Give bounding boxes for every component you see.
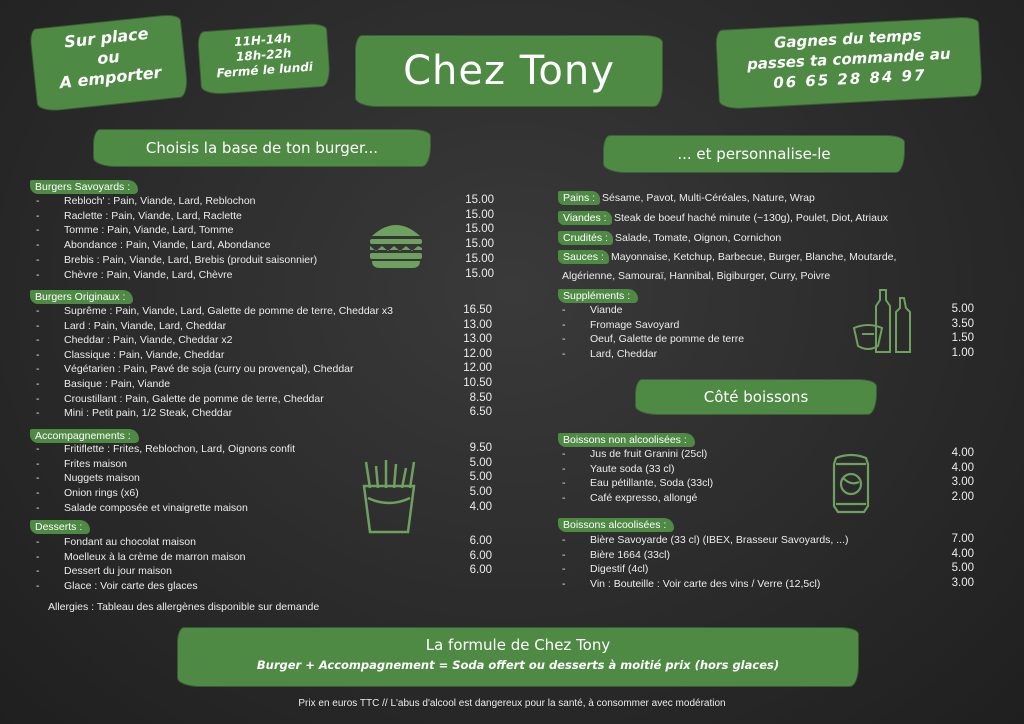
menu-item-price: 10.50 — [463, 377, 492, 389]
menu-item — [36, 195, 256, 207]
menu-item-name: Bière 1664 (33cl) — [590, 548, 670, 561]
menu-item — [36, 565, 172, 577]
menu-item-price: 15.00 — [465, 238, 494, 251]
bullet-dash: - — [36, 363, 40, 376]
menu-item-price: 12.00 — [463, 362, 492, 375]
menu-item-name: Tomme : Pain, Viande, Lard, Tomme — [64, 224, 234, 237]
bullet-dash: - — [562, 347, 566, 360]
desserts-label: Desserts : — [30, 520, 90, 534]
menu-item — [562, 348, 657, 360]
personnalise-label: Viandes : — [558, 211, 612, 225]
menu-item-price: 5.00 — [951, 303, 974, 315]
menu-item — [36, 458, 127, 470]
menu-item-price: 4.00 — [951, 447, 974, 459]
bullet-dash: - — [36, 268, 40, 281]
order-badge — [716, 17, 982, 109]
menu-item — [36, 378, 170, 390]
menu-item — [562, 492, 697, 504]
bullet-dash: - — [562, 318, 566, 331]
supplements-label: Suppléments : — [558, 289, 638, 303]
menu-item — [36, 320, 226, 332]
formule-text: Burger + Accompagnement = Soda offert ou desserts à moitié prix (hors glaces) — [256, 658, 780, 672]
menu-item-price: 9.50 — [469, 442, 492, 454]
menu-item-price: 5.00 — [469, 471, 492, 484]
menu-item-name: Onion rings (x6) — [64, 487, 139, 500]
menu-item — [36, 349, 224, 361]
service-line-3: A emporter — [58, 62, 163, 93]
menu-item-name: Fondant au chocolat maison — [64, 536, 196, 548]
menu-item-price: 13.00 — [463, 333, 492, 346]
menu-item-name: Frites maison — [64, 457, 128, 470]
menu-item-price: 6.00 — [469, 535, 492, 547]
hours-line-3: Fermé le lundi — [216, 59, 314, 81]
service-line-1: Sur place — [63, 23, 150, 52]
hours-line-1: 11H-14h — [233, 31, 292, 50]
burgers-savoyards-label: Burgers Savoyards : — [30, 180, 138, 194]
menu-item-name: Digestif (4cl) — [590, 563, 649, 576]
menu-item — [562, 463, 674, 475]
bullet-dash: - — [562, 563, 566, 576]
right-heading — [604, 136, 904, 172]
menu-item — [36, 536, 196, 548]
menu-item-price: 12.00 — [463, 347, 492, 360]
menu-item-name: Raclette : Pain, Viande, Lard, Raclette — [64, 209, 242, 222]
bullet-dash: - — [36, 407, 40, 420]
bullet-dash: - — [36, 319, 40, 332]
personnalise-label: Pains : — [558, 191, 600, 205]
bullet-dash: - — [36, 565, 40, 577]
bullet-dash: - — [562, 462, 566, 475]
menu-item-price: 3.00 — [951, 577, 974, 590]
menu-item-price: 15.00 — [465, 223, 494, 236]
menu-item — [36, 224, 233, 236]
personnalise-text: Steak de boeuf haché minute (~130g), Poulet, Diot, Atriaux — [614, 212, 889, 224]
menu-item-price: 4.00 — [469, 500, 492, 513]
bullet-dash: - — [36, 579, 40, 592]
menu-item-name: Rebloch' : Pain, Viande, Lard, Reblochon — [64, 195, 256, 207]
menu-item-name: Croustillant : Pain, Galette de pomme de terre, Cheddar — [64, 392, 324, 405]
menu-item-name: Brebis : Pain, Viande, Lard, Brebis (produit saisonnier) — [64, 253, 318, 266]
menu-item-name: Cheddar : Pain, Viande, Cheddar x2 — [64, 334, 233, 347]
menu-item-name: Café expresso, allongé — [590, 492, 698, 505]
menu-item-name: Chèvre : Pain, Viande, Lard, Chèvre — [64, 268, 233, 281]
bullet-dash: - — [36, 334, 40, 347]
order-line-1: Gagnes du temps — [773, 26, 922, 52]
menu-item-price: 2.00 — [951, 491, 974, 504]
bullet-dash: - — [36, 348, 40, 361]
bullet-dash: - — [36, 472, 40, 485]
menu-item — [36, 305, 393, 317]
bullet-dash: - — [36, 224, 40, 237]
menu-item-name: Eau pétillante, Soda (33cl) — [590, 477, 714, 490]
menu-item — [36, 210, 242, 222]
boissons-heading — [636, 380, 876, 414]
bullet-dash: - — [562, 492, 566, 505]
bullet-dash: - — [562, 578, 566, 591]
menu-item-price: 15.00 — [465, 252, 494, 265]
menu-item-name: Nuggets maison — [64, 472, 140, 485]
menu-item-name: Dessert du jour maison — [64, 565, 172, 577]
menu-item-price: 8.50 — [469, 391, 492, 404]
menu-item-name: Végétarien : Pain, Pavé de soja (curry ou provençal), Cheddar — [64, 363, 354, 376]
bullet-dash: - — [562, 548, 566, 561]
menu-item — [36, 254, 317, 266]
bullet-dash: - — [562, 333, 566, 345]
bullet-dash: - — [562, 477, 566, 490]
bullet-dash: - — [562, 534, 566, 546]
sauce-bottles-icon — [852, 288, 918, 356]
bullet-dash: - — [36, 253, 40, 266]
service-line-2: ou — [96, 46, 121, 69]
menu-item — [562, 304, 623, 316]
hours-line-2: 18h-22h — [235, 46, 292, 64]
formule-title: La formule de Chez Tony — [425, 636, 611, 654]
menu-item — [36, 487, 139, 499]
menu-item-price: 5.00 — [469, 486, 492, 499]
menu-item — [36, 334, 233, 346]
menu-item-price: 6.00 — [469, 549, 492, 562]
menu-item-name: Fromage Savoyard — [590, 318, 680, 331]
boissons-heading-text: Côté boissons — [703, 388, 809, 406]
fries-icon — [360, 458, 418, 534]
menu-item — [36, 580, 198, 592]
bullet-dash: - — [36, 536, 40, 548]
menu-item-price: 13.00 — [463, 318, 492, 331]
bullet-dash: - — [36, 209, 40, 222]
burger-icon — [366, 210, 426, 270]
hours-badge — [198, 24, 330, 95]
personnalise-text: Salade, Tomate, Oignon, Cornichon — [615, 232, 782, 244]
menu-item-price: 4.00 — [951, 547, 974, 560]
menu-item-price: 3.50 — [951, 317, 974, 330]
menu-item-name: Glace : Voir carte des glaces — [64, 579, 198, 592]
order-line-2: passes ta commande au — [746, 44, 951, 74]
boissons-alcool-label: Boissons alcoolisées : — [558, 518, 674, 532]
menu-item-name: Vin : Bouteille : Voir carte des vins / Verre (12,5cl) — [590, 578, 821, 591]
menu-item-name: Salade composée et vinaigrette maison — [64, 501, 248, 514]
personnalise-text: Mayonnaise, Ketchup, Barbecue, Burger, Blanche, Moutarde, — [611, 251, 897, 263]
bullet-dash: - — [36, 392, 40, 405]
formule-banner — [178, 628, 858, 686]
menu-item-price: 5.00 — [951, 562, 974, 575]
bullet-dash: - — [562, 304, 566, 316]
menu-item-name: Classique : Pain, Viande, Cheddar — [64, 348, 225, 361]
menu-item-price: 15.00 — [465, 267, 494, 280]
bullet-dash: - — [36, 239, 40, 252]
burgers-originaux-label: Burgers Originaux : — [30, 290, 133, 304]
menu-item — [562, 448, 707, 460]
menu-item-price: 15.00 — [465, 208, 494, 221]
bullet-dash: - — [36, 487, 40, 500]
menu-item-price: 5.00 — [469, 456, 492, 469]
menu-item-name: Mini : Petit pain, 1/2 Steak, Cheddar — [64, 407, 233, 420]
bullet-dash: - — [36, 550, 40, 563]
menu-item-name: Suprême : Pain, Viande, Lard, Galette de pomme de terre, Cheddar x3 — [64, 305, 393, 317]
title-banner — [356, 36, 662, 106]
accompagnements-label: Accompagnements : — [30, 429, 139, 443]
menu-item-price: 1.00 — [951, 346, 974, 359]
left-heading-text: Choisis la base de ton burger... — [145, 139, 379, 157]
sauces-line-2: Algérienne, Samouraï, Hannibal, Bigiburger, Curry, Poivre — [562, 270, 831, 282]
menu-item — [562, 578, 820, 590]
footer-note: Prix en euros TTC // L'abus d'alcool est dangereux pour la santé, à consommer avec modération — [298, 698, 726, 709]
menu-item-price: 1.50 — [951, 332, 974, 344]
menu-item — [562, 319, 679, 331]
personnalise-label: Crudités : — [558, 231, 613, 245]
allergies-note: Allergies : Tableau des allergènes disponible sur demande — [48, 601, 320, 613]
menu-item — [36, 269, 233, 281]
right-heading-text: ... et personnalise-le — [677, 145, 831, 163]
menu-item-name: Moelleux à la crème de marron maison — [64, 550, 246, 563]
personnalise-text: Sésame, Pavot, Multi-Céréales, Nature, Wrap — [602, 192, 815, 204]
left-heading — [94, 130, 430, 166]
menu-item — [562, 549, 670, 561]
bullet-dash: - — [36, 305, 40, 317]
menu-item-name: Oeuf, Galette de pomme de terre — [590, 333, 745, 345]
menu-item — [562, 534, 849, 546]
menu-item-price: 7.00 — [951, 533, 974, 545]
menu-item — [36, 393, 324, 405]
menu-item-name: Abondance : Pain, Viande, Lard, Abondance — [64, 239, 271, 252]
menu-item — [36, 472, 140, 484]
bullet-dash: - — [36, 501, 40, 514]
menu-item-price: 3.00 — [951, 476, 974, 489]
menu-item-name: Lard : Pain, Viande, Lard, Cheddar — [64, 319, 227, 332]
menu-item — [36, 363, 354, 375]
bullet-dash: - — [562, 448, 566, 460]
menu-item — [562, 563, 648, 575]
menu-item — [36, 502, 248, 514]
menu-item-price: 4.00 — [951, 461, 974, 474]
menu-item-price: 6.00 — [469, 564, 492, 576]
menu-item-name: Viande — [590, 304, 623, 316]
menu-item — [36, 551, 246, 563]
menu-item — [36, 239, 270, 251]
menu-item-price: 16.50 — [463, 304, 492, 316]
menu-item — [562, 477, 713, 489]
phone-number: 06 65 28 84 97 — [772, 65, 927, 92]
page-title: Chez Tony — [403, 48, 615, 94]
bullet-dash: - — [36, 378, 40, 390]
bullet-dash: - — [36, 195, 40, 207]
boissons-non-alcool-label: Boissons non alcoolisées : — [558, 433, 695, 447]
menu-item-name: Bière Savoyarde (33 cl) (IBEX, Brasseur Savoyards, ...) — [590, 534, 849, 546]
bullet-dash: - — [36, 457, 40, 470]
bullet-dash: - — [36, 443, 40, 455]
menu-item-price: 15.00 — [465, 194, 494, 206]
service-badge — [30, 14, 188, 111]
menu-item — [36, 443, 295, 455]
menu-item-name: Yaute soda (33 cl) — [590, 462, 675, 475]
menu-item — [36, 407, 232, 419]
personnalise-label: Sauces : — [558, 250, 609, 264]
menu-item — [562, 333, 744, 345]
menu-item-name: Jus de fruit Granini (25cl) — [590, 448, 708, 460]
menu-item-price: 6.50 — [469, 406, 492, 419]
menu-item-name: Basique : Pain, Viande — [64, 378, 171, 390]
soda-can-icon — [830, 452, 872, 514]
menu-item-name: Lard, Cheddar — [590, 347, 658, 360]
menu-item-name: Fritiflette : Frites, Reblochon, Lard, Oignons confit — [64, 443, 296, 455]
